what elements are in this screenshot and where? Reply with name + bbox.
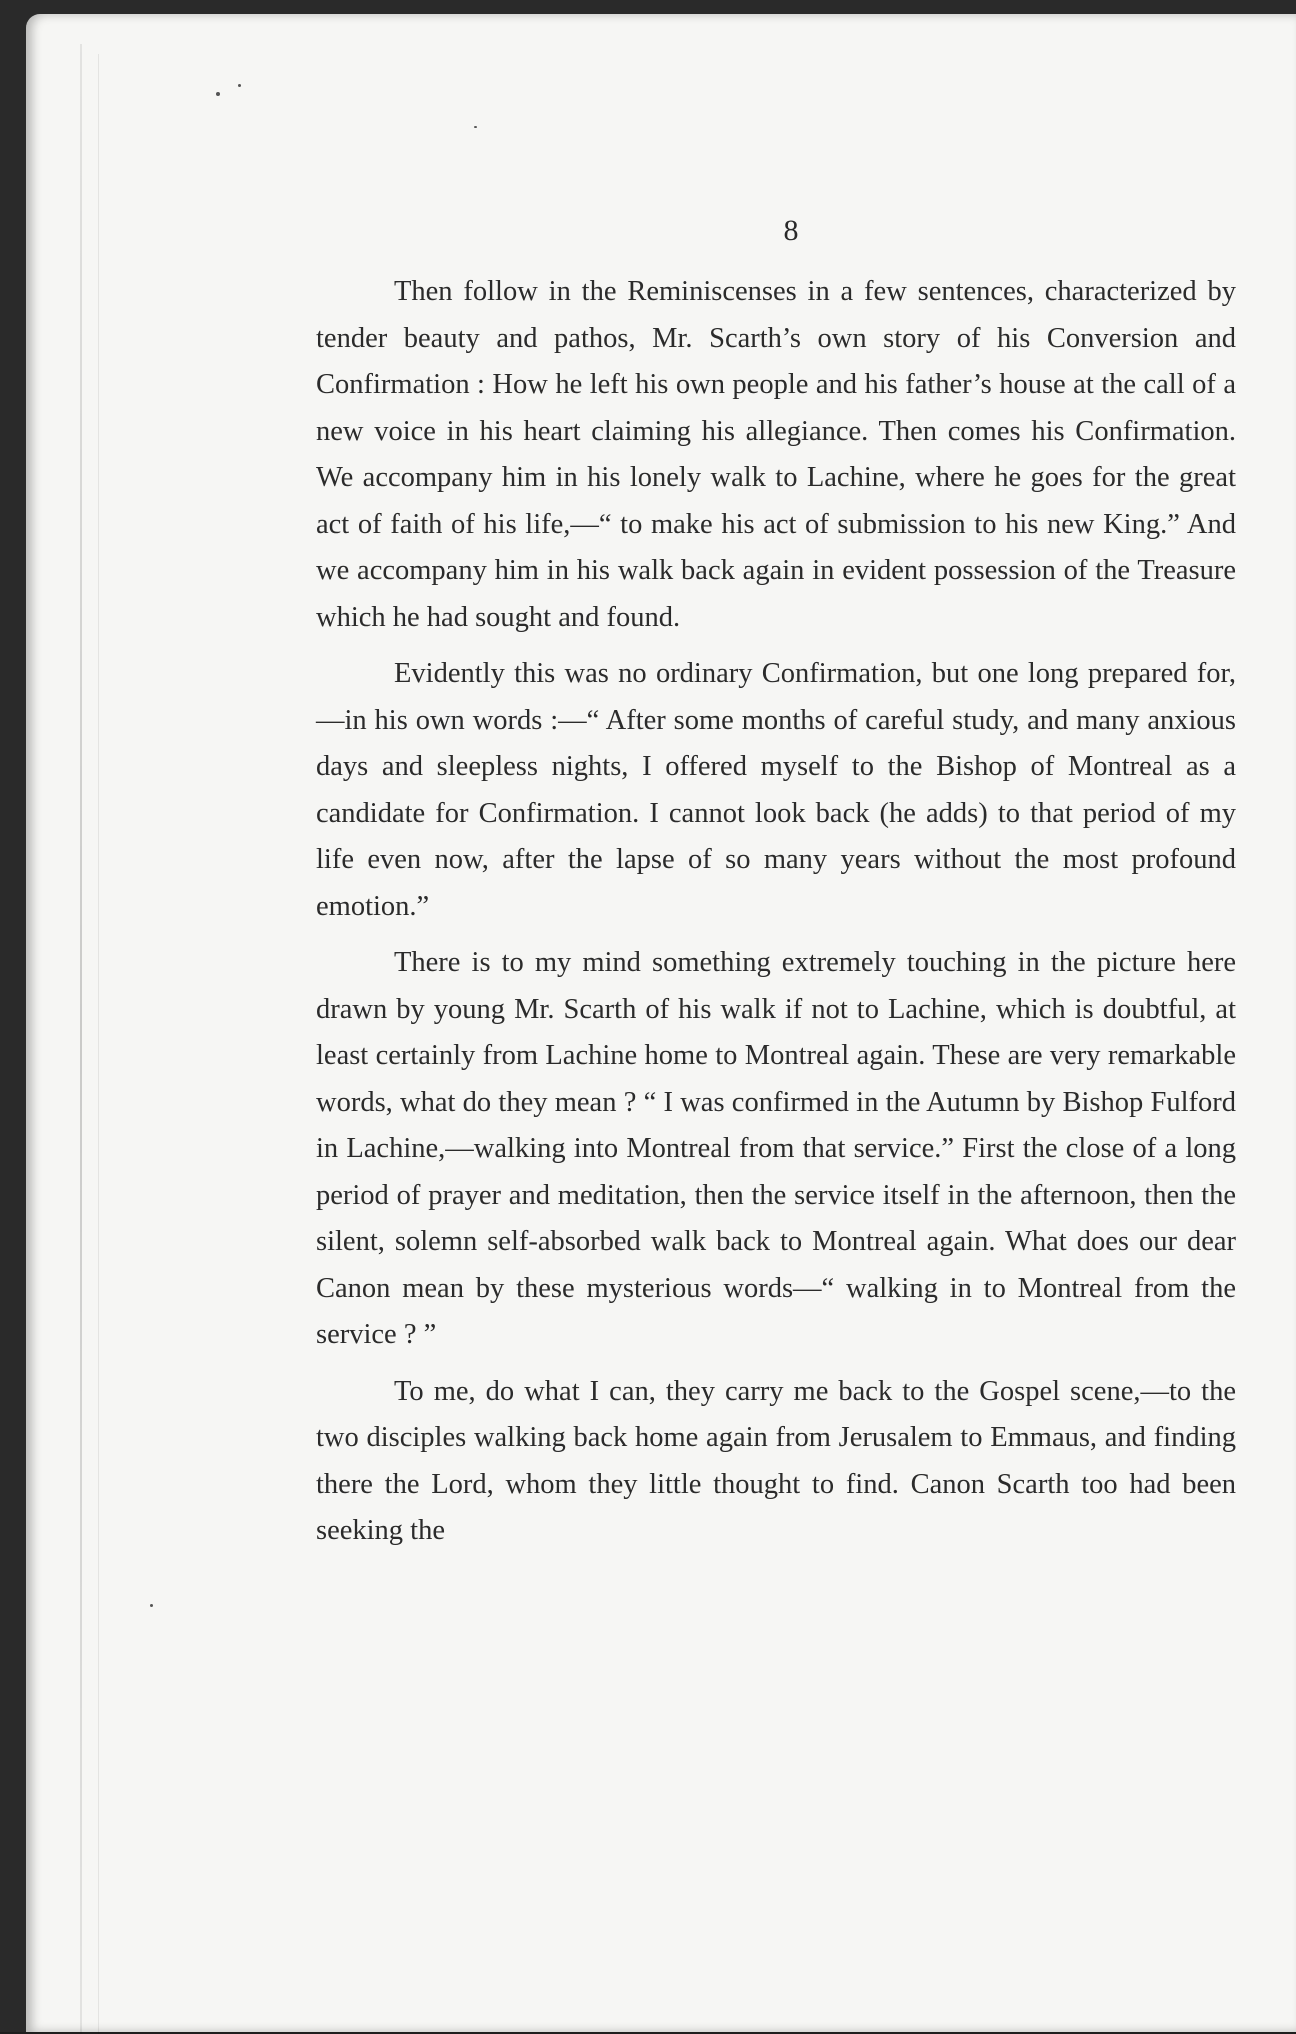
page-gutter-line <box>98 54 99 2034</box>
paragraph: To me, do what I can, they carry me back to the Gospel scene,—to the two disciples walking back home again from Jerusalem to Emmaus, and finding there the Lord, whom they little thought to find. Canon Scarth too had been seeking the <box>316 1375 1236 1546</box>
paragraph: There is to my mind something extremely touching in the picture here drawn by young Mr. Scarth of his walk if not to Lachine, which is doubtful, at least certainly from Lachine home to Montreal again. These are very remarkable words, what do they mean ? “ I was confirmed in the Autumn by Bishop Fulford in Lachine,—walking into Montreal from that service.” First the close of a long period of prayer and meditation, then the service itself in the afternoon, then the silent, solemn self-absorbed walk back to Montreal again. What does our dear Canon mean by these mysterious words—“ walking in to Montreal from the service ? ” <box>316 947 1236 1350</box>
dust-speck <box>474 126 477 128</box>
page-number: 8 <box>783 214 799 247</box>
dust-speck <box>150 1604 153 1607</box>
dust-speck <box>238 84 241 87</box>
book-page <box>26 14 1296 2032</box>
dust-speck <box>216 92 220 96</box>
page-gutter-shadow <box>80 44 82 2034</box>
body-text <box>316 269 1236 1565</box>
paragraph: Then follow in the Reminiscenses in a few sentences, characterized by tender beauty and pathos, Mr. Scarth’s own story of his Conversion and Confirmation : How he left his own people and his father’s house at the call of a new voice in his heart claiming his allegiance. Then comes his Confirmation. We accompany him in his lonely walk to Lachine, where he goes for the great act of faith of his life,—“ to make his act of submission to his new King.” And we accompany him in his walk back again in evident possession of the Treasure which he had sought and found. <box>316 276 1236 633</box>
paragraph: Evidently this was no ordinary Confirmation, but one long prepared for,—in his own words :—“ After some months of careful study, and many anxious days and sleepless nights, I offered myself to the Bishop of Montreal as a candidate for Confirmation. I cannot look back (he adds) to that period of my life even now, after the lapse of so many years without the most profound emotion.” <box>316 658 1236 922</box>
